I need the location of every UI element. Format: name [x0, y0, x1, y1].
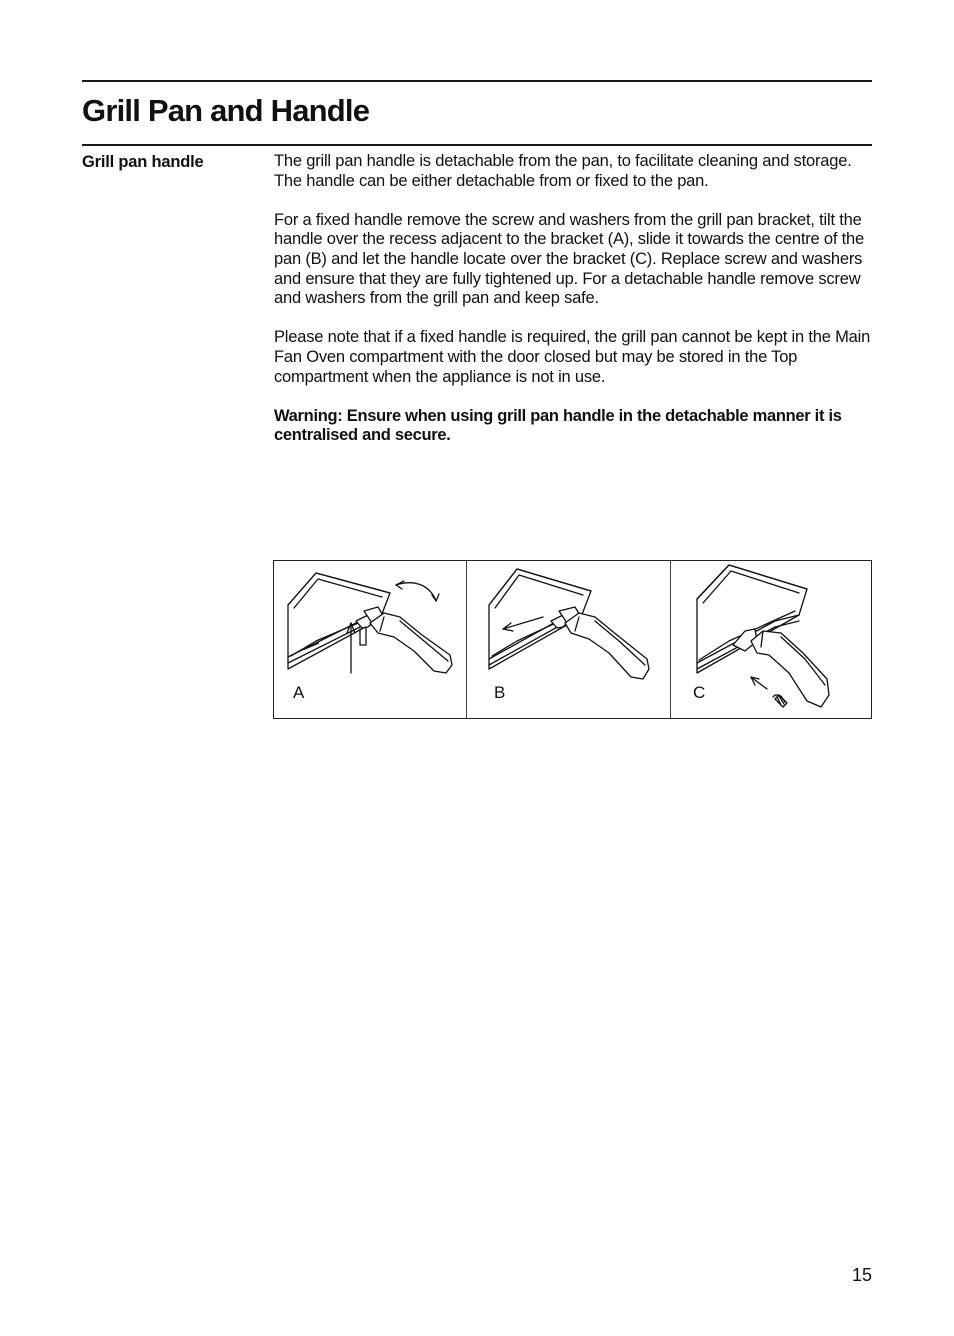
page-number: 15: [851, 1265, 872, 1285]
top-rule: [82, 80, 872, 82]
warning-text: Warning: Ensure when using grill pan handle in the detachable manner it is centralised and secure.: [274, 406, 842, 445]
section-label: Grill pan handle: [82, 153, 204, 171]
section-body: [274, 152, 879, 466]
panel-label-a: A: [293, 683, 305, 702]
figure-panel-a: [274, 561, 465, 718]
handle-fitting-figure: [273, 560, 872, 719]
paragraph-intro: The grill pan handle is detachable from the pan, to facilitate cleaning and storage. The handle can be either detachable from or fixed to the pan.: [274, 152, 852, 190]
panel-label-c: C: [693, 683, 706, 702]
figure-panel-b: [466, 561, 670, 718]
paragraph-storage-note: Please note that if a fixed handle is required, the grill pan cannot be kept in the Main Fan Oven compartment with the door closed but may be stored in the Top compartment when the appliance is not in use.: [274, 328, 871, 386]
paragraph-fixed-handle: For a fixed handle remove the screw and washers from the grill pan bracket, tilt the handle over the recess adjacent to the bracket (A), slide it towards the centre of the pan (B) and let the handle locate over the bracket (C). Replace screw and washers and ensure that they are fully tightened up. For a detachable handle remove screw and washers from the grill pan and keep safe.: [274, 210, 864, 308]
page-title: Grill Pan and Handle: [82, 93, 370, 128]
panel-label-b: B: [494, 683, 506, 702]
section-rule: [82, 144, 872, 146]
figure-panel-c: [670, 561, 872, 718]
